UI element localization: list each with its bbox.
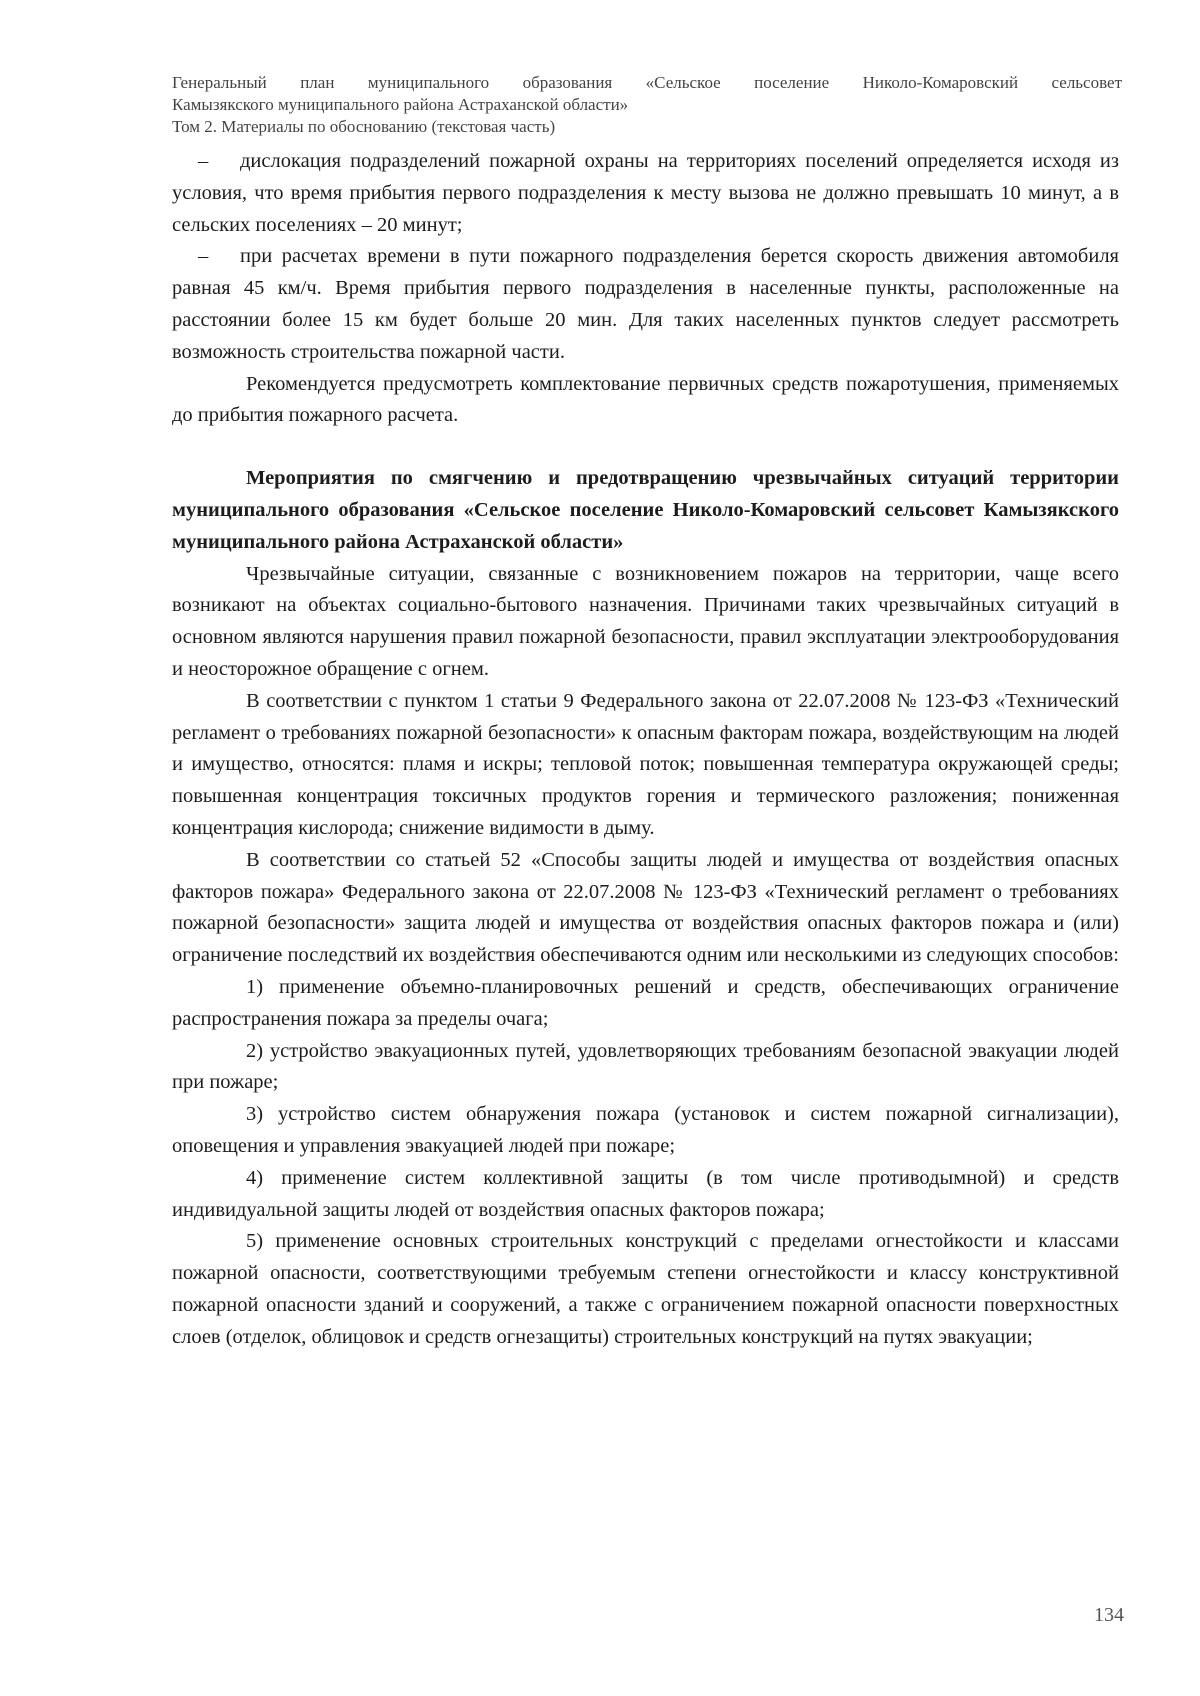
section-spacer [172, 432, 1119, 463]
bullet-paragraph-dislocation [172, 146, 1119, 241]
list-item-5: 5) применение основных строительных конструкций с пределами огнестойкости и классами пожарной опасности, соответствующими требуемым степени огнестойкости и классу конструктивной пожарной опасности зданий и сооружений, а также с ограничением пожарной опасности поверхностных слоев (отделок, облицовок и средств огнезащиты) строительных конструкций на путях эвакуации; [172, 1230, 1119, 1348]
bullet-text: дислокация подразделений пожарной охраны на территориях поселений определяется исходя из условия, что время прибытия первого подразделения к месту вызова не должно превышать 10 минут, а в сельских поселениях – 20 минут; [172, 150, 1119, 236]
bullet-text: при расчетах времени в пути пожарного подразделения берется скорость движения автомобиля равная 45 км/ч. Время прибытия первого подразделения в населенные пункты, расположенные на расстоянии более 15 км будет больше 20 мин. Для таких населенных пунктов следует рассмотреть возможность строительства пожарной части. [172, 245, 1119, 363]
header-title-line-1: Генеральный план муниципального образования «Сельское поселение Николо-Комаровский сельсовет [172, 73, 1122, 92]
paragraph-recommendation: Рекомендуется предусмотреть комплектование первичных средств пожаротушения, применяемых до прибытия пожарного расчета. [172, 372, 1119, 427]
dash-bullet: – [198, 150, 209, 172]
list-item-1: 1) применение объемно-планировочных решений и средств, обеспечивающих ограничение распространения пожара за пределы очага; [172, 975, 1119, 1030]
dash-bullet: – [198, 245, 209, 268]
list-item-2: 2) устройство эвакуационных путей, удовлетворяющих требованиям безопасной эвакуации людей при пожаре; [172, 1039, 1119, 1094]
paragraph-fire-factors: В соответствии с пунктом 1 статьи 9 Федерального закона от 22.07.2008 № 123-ФЗ «Технический регламент о требованиях пожарной безопасности» к опасным факторам пожара, воздействующим на людей и имущество, относятся: пламя и искры; тепловой поток; повышенная температура окружающей среды; повышенная концентрация токсичных продуктов горения и термического разложения; пониженная концентрация кислорода; снижение видимости в дыму. [172, 689, 1119, 839]
running-header [172, 72, 1122, 138]
paragraph-protection-methods: В соответствии со статьей 52 «Способы защиты людей и имущества от воздействия опасных факторов пожара» Федерального закона от 22.07.2008 № 123-ФЗ «Технический регламент о требованиях пожарной безопасности» защита людей и имущества от воздействия опасных факторов пожара и (или) ограничение последствий их воздействия обеспечиваются одним или несколькими из следующих способов: [172, 848, 1119, 967]
paragraph-emergencies: Чрезвычайные ситуации, связанные с возникновением пожаров на территории, чаще всего возникают на объектах социально-бытового назначения. Причинами таких чрезвычайных ситуаций в основном являются нарушения правил пожарной безопасности, правил эксплуатации электрооборудования и неосторожное обращение с огнем. [172, 562, 1119, 680]
list-item-4: 4) применение систем коллективной защиты (в том числе противодымной) и средств индивидуальной защиты людей от воздействия опасных факторов пожара; [172, 1166, 1119, 1221]
bullet-paragraph-travel-time [172, 241, 1119, 368]
document-body [172, 146, 1119, 1353]
header-volume-line: Том 2. Материалы по обоснованию (текстовая часть) [172, 117, 556, 136]
header-title-line-2: Камызякского муниципального района Астраханской области» [172, 95, 629, 114]
section-heading: Мероприятия по смягчению и предотвращению чрезвычайных ситуаций территории муниципального образования «Сельское поселение Николо-Комаровский сельсовет Камызякского муниципального района Астраханской области» [172, 467, 1119, 553]
page-number: 134 [1094, 1604, 1124, 1626]
list-item-3: 3) устройство систем обнаружения пожара (установок и систем пожарной сигнализации), оповещения и управления эвакуацией людей при пожаре; [172, 1103, 1119, 1157]
